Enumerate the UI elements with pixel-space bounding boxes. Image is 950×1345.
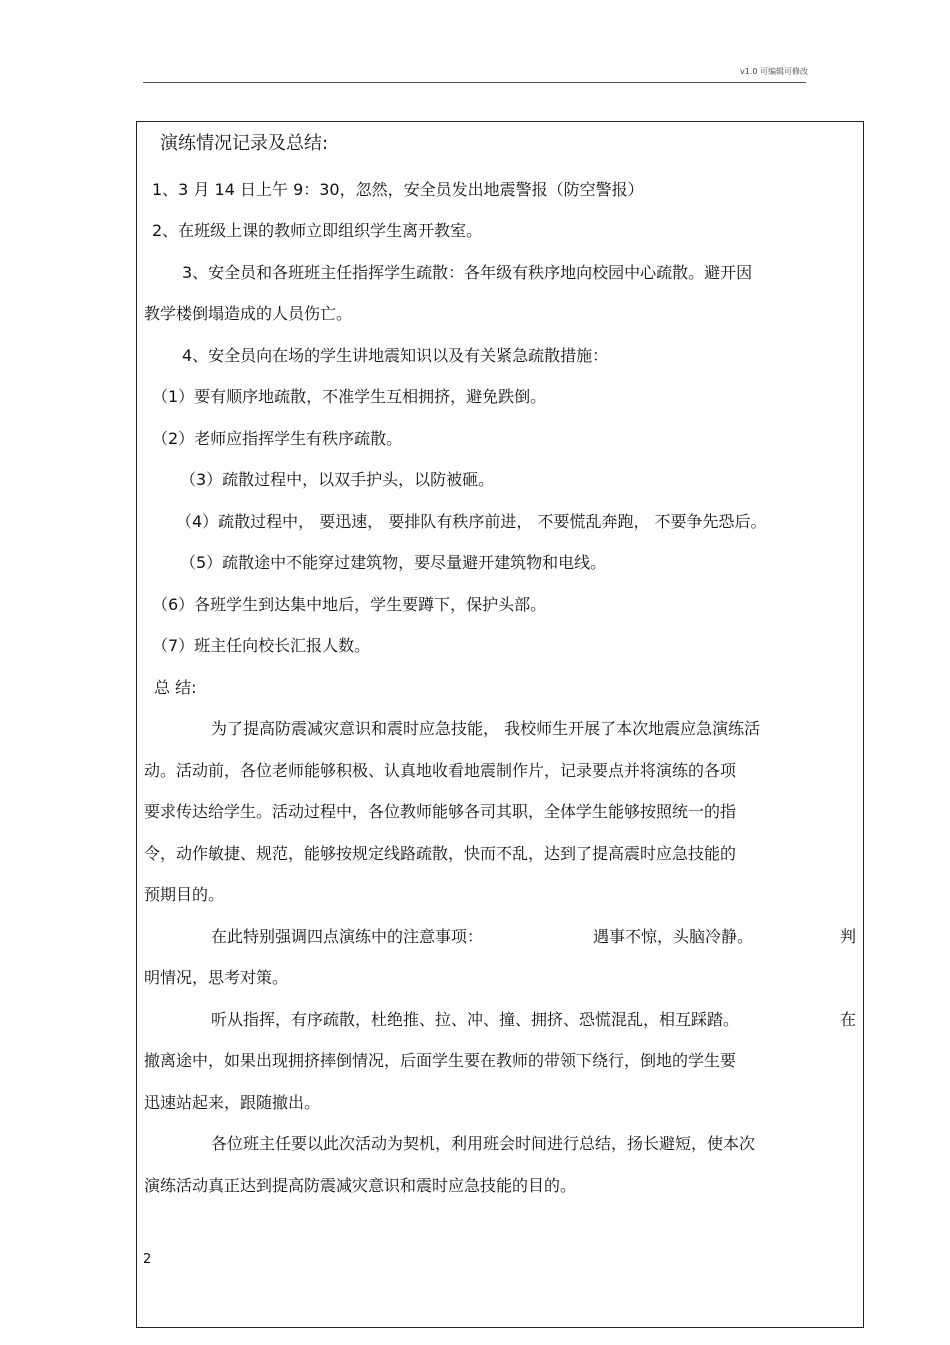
- summary-p1-line-3: 要求传达给学生。活动过程中，各位教师能够各司其职，全体学生能够按照统一的指: [144, 802, 737, 821]
- summary-p2-line-2: 明情况，思考对策。: [144, 968, 289, 987]
- summary-p1-line-1: 为了提高防震减灾意识和震时应急技能， 我校师生开展了本次地震应急演练活: [211, 719, 761, 738]
- summary-p3-line-1b: 在: [840, 1010, 857, 1029]
- measure-1: （1）要有顺序地疏散，不准学生互相拥挤，避免跌倒。: [152, 387, 547, 406]
- version-note: v1.0 可编辑可修改: [740, 67, 808, 76]
- measure-3: （3）疏散过程中，以双手护头，以防被砸。: [180, 470, 495, 489]
- measure-7: （7）班主任向校长汇报人数。: [152, 636, 371, 655]
- summary-p3-line-3: 迅速站起来，跟随撤出。: [144, 1093, 321, 1112]
- record-line-1: 1、3 月 14 日上午 9：30，忽然，安全员发出地震警报（防空警报）: [152, 180, 644, 199]
- measure-6: （6）各班学生到达集中地后，学生要蹲下，保护头部。: [152, 595, 547, 614]
- summary-p2-line-1a: 在此特别强调四点演练中的注意事项：: [211, 927, 484, 946]
- summary-p4-line-2: 演练活动真正达到提高防震减灾意识和震时应急技能的目的。: [144, 1176, 577, 1195]
- record-line-2: 2、在班级上课的教师立即组织学生离开教室。: [152, 221, 483, 240]
- summary-p1-line-5: 预期目的。: [144, 885, 225, 904]
- measure-2: （2）老师应指挥学生有秩序疏散。: [152, 429, 403, 448]
- record-line-3-cont: 教学楼倒塌造成的人员伤亡。: [144, 304, 353, 323]
- summary-label: 总 结:: [154, 678, 197, 697]
- measure-5: （5）疏散途中不能穿过建筑物，要尽量避开建筑物和电线。: [180, 553, 607, 572]
- summary-p3-line-1a: 听从指挥，有序疏散，杜绝推、拉、冲、撞、拥挤、恐慌混乱，相互踩踏。: [211, 1010, 740, 1029]
- measure-4: （4）疏散过程中， 要迅速， 要排队有秩序前进， 不要慌乱奔跑， 不要争先恐后。: [176, 512, 767, 531]
- summary-p2-line-1b: 遇事不惊，头脑冷静。: [593, 927, 754, 946]
- header-rule: [143, 82, 806, 83]
- summary-p2-line-1c: 判: [840, 927, 857, 946]
- summary-p1-line-4: 令，动作敏捷、规范，能够按规定线路疏散，快而不乱，达到了提高震时应急技能的: [144, 844, 737, 863]
- record-title: 演练情况记录及总结:: [160, 133, 329, 154]
- record-line-4: 4、安全员向在场的学生讲地震知识以及有关紧急疏散措施：: [182, 346, 609, 365]
- summary-p3-line-2: 撤离途中，如果出现拥挤摔倒情况，后面学生要在教师的带领下绕行，倒地的学生要: [144, 1051, 737, 1070]
- page-number: 2: [143, 1252, 152, 1267]
- record-line-3: 3、安全员和各班班主任指挥学生疏散：各年级有秩序地向校园中心疏散。避开因: [182, 263, 753, 282]
- summary-p4-line-1: 各位班主任要以此次活动为契机，利用班会时间进行总结，扬长避短，使本次: [211, 1134, 756, 1153]
- summary-p1-line-2: 动。活动前，各位老师能够积极、认真地收看地震制作片，记录要点并将演练的各项: [144, 761, 737, 780]
